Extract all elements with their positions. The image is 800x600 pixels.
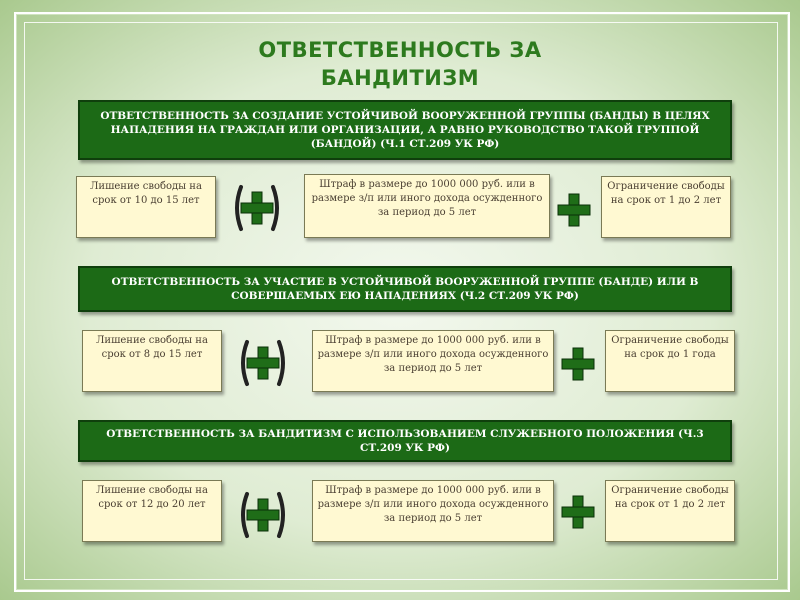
section-2-penalty-fine (312, 330, 554, 392)
page-title-line-2: БАНДИТИЗМ (320, 66, 480, 90)
section-2-penalty-imprisonment (82, 330, 222, 392)
section-3-penalty-imprisonment (82, 480, 222, 542)
section-2-header (78, 266, 732, 312)
plus-icon (556, 192, 592, 228)
section-3-header-text: ОТВЕТСТВЕННОСТЬ ЗА БАНДИТИЗМ С ИСПОЛЬЗОВАНИЕМ СЛУЖЕБНОГО ПОЛОЖЕНИЯ (Ч.3 СТ.209 УК РФ) (106, 428, 704, 454)
page-title-line-1: ОТВЕТСТВЕННОСТЬ ЗА (258, 38, 542, 62)
plus-in-parentheses-icon (237, 490, 289, 540)
section-1-penalty-imprisonment-text: Лишение свободы на срок от 10 до 15 лет (90, 181, 202, 206)
section-1-penalty-fine-text: Штраф в размере до 1000 000 руб. или в размере з/п или иного дохода осужденного за период до 5 лет (311, 179, 543, 218)
section-3-penalty-fine (312, 480, 554, 542)
section-2-penalty-restriction-text: Ограничение свободы на срок до 1 года (611, 335, 729, 360)
section-1-penalty-imprisonment (76, 176, 216, 238)
section-3-penalty-imprisonment-text: Лишение свободы на срок от 12 до 20 лет (96, 485, 208, 510)
section-1-header-text: ОТВЕТСТВЕННОСТЬ ЗА СОЗДАНИЕ УСТОЙЧИВОЙ ВООРУЖЕННОЙ ГРУППЫ (БАНДЫ) В ЦЕЛЯХ НАПАДЕНИЯ НА ГРАЖДАН ИЛИ ОРГАНИЗАЦИИ, А РАВНО РУКОВОДСТВО ТАКОЙ ГРУППОЙ (БАНДОЙ) (Ч.1 СТ.209 УК РФ) (100, 110, 710, 150)
section-3-penalty-restriction-text: Ограничение свободы на срок от 1 до 2 лет (611, 485, 729, 510)
section-2-header-text: ОТВЕТСТВЕННОСТЬ ЗА УЧАСТИЕ В УСТОЙЧИВОЙ ВООРУЖЕННОЙ ГРУППЕ (БАНДЕ) ИЛИ В СОВЕРШАЕМЫХ ЕЮ НАПАДЕНИЯХ (Ч.2 СТ.209 УК РФ) (111, 276, 699, 302)
section-2-penalty-fine-text: Штраф в размере до 1000 000 руб. или в размере з/п или иного дохода осужденного за период до 5 лет (317, 335, 549, 374)
section-1-header (78, 100, 732, 160)
section-2-penalty-restriction (605, 330, 735, 392)
section-3-penalty-restriction (605, 480, 735, 542)
page-title (0, 36, 800, 92)
section-3-penalty-fine-text: Штраф в размере до 1000 000 руб. или в размере з/п или иного дохода осужденного за период до 5 лет (317, 485, 549, 524)
section-3-header (78, 420, 732, 462)
section-1-penalty-fine (304, 174, 550, 238)
plus-icon (560, 346, 596, 382)
section-1-penalty-restriction (601, 176, 731, 238)
plus-in-parentheses-icon (231, 183, 283, 233)
section-2-penalty-imprisonment-text: Лишение свободы на срок от 8 до 15 лет (96, 335, 208, 360)
section-1-penalty-restriction-text: Ограничение свободы на срок от 1 до 2 лет (607, 181, 725, 206)
plus-icon (560, 494, 596, 530)
plus-in-parentheses-icon (237, 338, 289, 388)
